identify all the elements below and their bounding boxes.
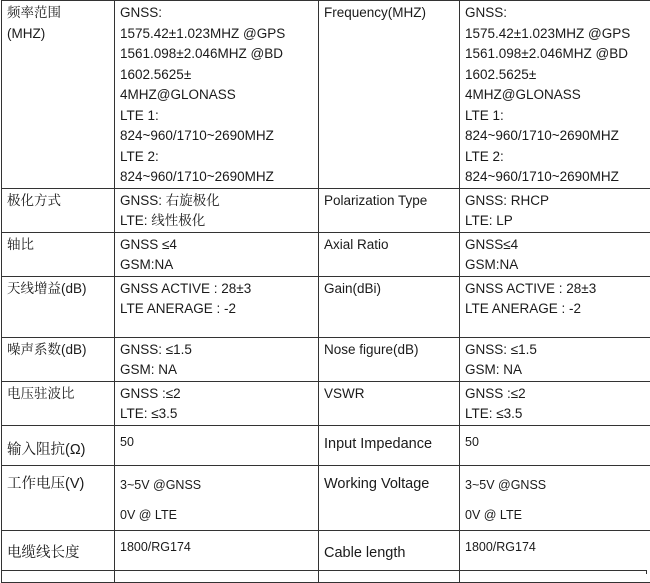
value-text: 824~960/1710~2690MHZ [465,126,646,147]
label-en-cell [319,425,460,465]
label-text: Working Voltage [324,474,455,495]
label-text: 电压驻波比 [7,384,110,405]
label-en-cell [319,530,460,582]
value-text: 4MHZ@GLONASS [120,85,314,106]
value-text: LTE: ≤3.5 [465,404,646,425]
value-text: GNSS :≤2 [465,384,646,405]
value-text: 0V @ LTE [465,503,646,526]
label-cn-cell [2,188,115,232]
value-text: 1602.5625± [120,65,314,86]
label-text: 频率范围 [7,3,110,24]
value-en-cell [460,1,650,189]
value-text: GNSS: RHCP [465,191,646,212]
spec-table [1,0,650,583]
label-text: 电缆线长度 [7,539,110,564]
value-text: GSM: NA [465,360,646,381]
value-text: 0V @ LTE [120,503,314,526]
label-en-cell [319,232,460,276]
value-en-cell [460,232,650,276]
value-text: 1561.098±2.046MHZ @BD [120,44,314,65]
value-cn-cell [115,337,319,381]
value-text: LTE: LP [465,211,646,232]
label-cn-cell [2,232,115,276]
label-en-cell [319,465,460,530]
label-en-cell [319,188,460,232]
label-text: 天线增益(dB) [7,279,110,300]
value-cn-cell [115,530,319,582]
value-text: GNSS: [465,3,646,24]
value-text: GNSS ≤4 [120,235,314,256]
label-text: Polarization Type [324,191,455,212]
table-row [2,425,650,465]
label-text: 噪声系数(dB) [7,340,110,361]
value-text: 824~960/1710~2690MHZ [120,167,314,188]
value-text: LTE 1: [120,106,314,127]
table-row [2,232,650,276]
value-text: GNSS≤4 [465,235,646,256]
value-text: 1561.098±2.046MHZ @BD [465,44,646,65]
table-row [2,530,650,582]
table-row [2,465,650,530]
value-text: GNSS :≤2 [120,384,314,405]
value-text: LTE ANERAGE : -2 [465,299,646,320]
value-cn-cell [115,276,319,337]
value-text: LTE ANERAGE : -2 [120,299,314,320]
value-text: 4MHZ@GLONASS [465,85,646,106]
label-cn-cell [2,381,115,425]
label-text: Axial Ratio [324,235,455,256]
value-text: 824~960/1710~2690MHZ [120,126,314,147]
value-text: LTE: 线性极化 [120,211,314,232]
label-text: Frequency(MHZ) [324,3,455,24]
value-en-cell [460,276,650,337]
value-en-cell [460,337,650,381]
label-text: Nose figure(dB) [324,340,455,361]
value-text: 824~960/1710~2690MHZ [465,167,646,188]
value-text: GSM:NA [465,255,646,276]
value-text: 3~5V @GNSS [465,468,646,496]
value-text: LTE 2: [120,147,314,168]
table-row [2,337,650,381]
value-cn-cell [115,1,319,189]
label-cn-cell [2,276,115,337]
value-en-cell [460,381,650,425]
label-en-cell [319,337,460,381]
value-cn-cell [115,188,319,232]
table-row [2,1,650,189]
value-text: GNSS ACTIVE : 28±3 [465,279,646,300]
label-text: Input Impedance [324,434,455,455]
value-text: LTE: ≤3.5 [120,404,314,425]
label-en-cell [319,276,460,337]
value-text: GSM:NA [120,255,314,276]
value-text: GNSS ACTIVE : 28±3 [120,279,314,300]
label-text: 极化方式 [7,191,110,212]
value-cn-cell [115,381,319,425]
table-bottom-edge [1,570,647,574]
value-text: 1575.42±1.023MHZ @GPS [465,24,646,45]
value-cn-cell [115,232,319,276]
label-text: 工作电压(V) [7,474,110,495]
label-text: Cable length [324,539,455,564]
value-text: GNSS: ≤1.5 [120,340,314,361]
label-cn-cell [2,1,115,189]
value-text: LTE 2: [465,147,646,168]
value-text: 1800/RG174 [120,533,314,558]
value-cn-cell [115,465,319,530]
value-text: GSM: NA [120,360,314,381]
label-text: 输入阻抗(Ω) [7,434,110,461]
value-text: GNSS: 右旋极化 [120,191,314,212]
value-text: 50 [120,428,314,453]
value-text: 50 [465,428,646,453]
label-text: (MHZ) [7,24,110,45]
value-en-cell [460,425,650,465]
label-en-cell [319,381,460,425]
table-row [2,381,650,425]
value-cn-cell [115,425,319,465]
table-row [2,188,650,232]
label-cn-cell [2,530,115,582]
value-text: 1800/RG174 [465,533,646,558]
label-cn-cell [2,465,115,530]
value-text: GNSS: [120,3,314,24]
label-text: Gain(dBi) [324,279,455,300]
value-en-cell [460,465,650,530]
value-en-cell [460,530,650,582]
value-text: 1575.42±1.023MHZ @GPS [120,24,314,45]
value-text: GNSS: ≤1.5 [465,340,646,361]
label-cn-cell [2,337,115,381]
value-text: 3~5V @GNSS [120,468,314,496]
label-text: VSWR [324,384,455,405]
label-en-cell [319,1,460,189]
value-en-cell [460,188,650,232]
value-text: LTE 1: [465,106,646,127]
table-row [2,276,650,337]
label-text: 轴比 [7,235,110,256]
value-text: 1602.5625± [465,65,646,86]
label-cn-cell [2,425,115,465]
